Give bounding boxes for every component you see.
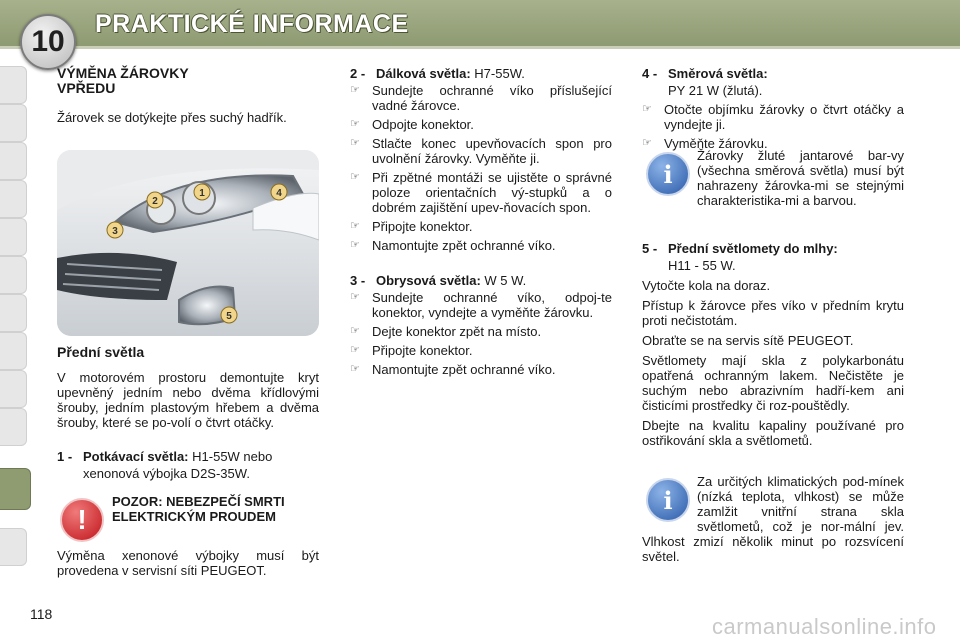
info-note-1-text: Žárovky žluté jantarové bar-vy (všechna směrová světla) musí být nahrazeny žárovka-mi se stejnými charakteristika-mi a barvou. xyxy=(697,148,904,208)
info-note-2-text: Za určitých klimatických pod-mínek (nízká teplota, vlhkost) se může zamlžit vnitřní strana skla světlometů, což je nor-mální jev. Vlhkost zmizí několik minut po rozsvícení světel. xyxy=(642,474,904,564)
step-text: Stlačte konec upevňovacích spon pro uvolnění žárovky. Vyměňte ji. xyxy=(372,136,612,166)
step-text: Při zpětné montáži se ujistěte o správné poloze orientačních vý-stupků a o dobrém zajištění upev-ňovacích spon. xyxy=(372,170,612,215)
hand-pointer-icon: ☞ xyxy=(350,363,360,375)
callout-3: 3 xyxy=(112,226,118,237)
section-heading-line2: VPŘEDU xyxy=(57,80,116,96)
step xyxy=(350,324,612,339)
front-lights-text: V motorovém prostoru demontujte kryt upevněný jedním nebo dvěma křídlovými šrouby, jedním plastovým hřebem a dvěma šrouby, které se po-volí o čtvrt otáčky. xyxy=(57,370,319,430)
step xyxy=(350,343,612,358)
warning-text: Výměna xenonové výbojky musí být provedena v servisní síti PEUGEOT. xyxy=(57,548,319,578)
item-1-label: Potkávací světla: xyxy=(83,449,189,464)
paragraph: Vytočte kola na doraz. xyxy=(642,278,771,293)
step xyxy=(642,102,904,132)
step-text: Připojte konektor. xyxy=(372,219,473,234)
step-text: Namontujte zpět ochranné víko. xyxy=(372,238,556,253)
step-text: Dejte konektor zpět na místo. xyxy=(372,324,542,339)
chapter-tab-strip xyxy=(0,66,30,576)
step-text: Vyměňte žárovku. xyxy=(664,136,768,151)
item-5-label: Přední světlomety do mlhy: xyxy=(668,241,838,256)
hand-pointer-icon: ☞ xyxy=(350,137,360,149)
info-note-1 xyxy=(642,148,904,208)
step xyxy=(350,238,612,253)
item-4-label: Směrová světla: xyxy=(668,66,768,81)
hand-pointer-icon: ☞ xyxy=(350,220,360,232)
left-column-top xyxy=(57,66,319,130)
front-lights-heading: Přední světla xyxy=(57,344,145,360)
chapter-tab[interactable] xyxy=(0,370,27,408)
info-note-2 xyxy=(642,474,904,564)
chapter-tab[interactable] xyxy=(0,528,27,566)
chapter-tab[interactable] xyxy=(0,142,27,180)
header-divider xyxy=(0,46,960,49)
page-title: PRAKTICKÉ INFORMACE xyxy=(95,10,409,38)
warning-title: POZOR: NEBEZPEČÍ SMRTI ELEKTRICKÝM PROUDEM xyxy=(112,494,285,524)
callout-5: 5 xyxy=(226,311,232,322)
section-heading xyxy=(57,66,319,96)
callout-1: 1 xyxy=(199,188,205,199)
chapter-tab[interactable] xyxy=(0,256,27,294)
item-1-value-cont: xenonová výbojka D2S-35W. xyxy=(83,466,250,481)
chapter-tab[interactable] xyxy=(0,218,27,256)
step xyxy=(350,219,612,234)
chapter-tab[interactable] xyxy=(0,332,27,370)
chapter-tab[interactable] xyxy=(0,104,27,142)
section-heading-line1: VÝMĚNA ŽÁROVKY xyxy=(57,65,189,81)
chapter-tab[interactable] xyxy=(0,180,27,218)
paragraph: Obraťte se na servis sítě PEUGEOT. xyxy=(642,333,854,348)
hand-pointer-icon: ☞ xyxy=(350,239,360,251)
step-text: Namontujte zpět ochranné víko. xyxy=(372,362,556,377)
item-2-value: H7-55W. xyxy=(474,66,525,81)
chapter-badge: 10 xyxy=(20,14,76,70)
right-column-top xyxy=(642,66,904,155)
hand-pointer-icon: ☞ xyxy=(642,137,652,149)
middle-column xyxy=(350,66,612,381)
item-3-number: 3 - xyxy=(350,273,366,288)
callout-2: 2 xyxy=(152,196,158,207)
item-5-number: 5 - xyxy=(642,241,658,256)
item-1-number: 1 - xyxy=(57,449,73,464)
paragraph: Dbejte na kvalitu kapaliny používané pro ostřikování skla a světlometů. xyxy=(642,418,904,448)
warning-icon: ! xyxy=(60,498,104,542)
hand-pointer-icon: ☞ xyxy=(350,118,360,130)
page-number: 118 xyxy=(30,606,53,622)
chapter-tab[interactable] xyxy=(0,408,27,446)
item-2 xyxy=(350,66,612,81)
paragraph: Přístup k žárovce přes víko v předním krytu proti nečistotám. xyxy=(642,298,904,328)
item-2-label: Dálková světla: xyxy=(376,66,471,81)
item-1-value: H1-55W nebo xyxy=(192,449,273,464)
item-5-value: H11 - 55 W. xyxy=(668,258,736,273)
item-2-number: 2 - xyxy=(350,66,366,81)
step xyxy=(350,362,612,377)
car-front-illustration xyxy=(57,150,319,336)
item-1 xyxy=(57,449,319,464)
step xyxy=(350,136,612,166)
icon-spacer xyxy=(642,474,697,524)
paragraph: Světlomety mají skla z polykarbonátu opatřená ochranným lakem. Nečistěte je suchým nebo abrazivním hadří-kem ani čisticími prostředky či roz-pouštědly. xyxy=(642,353,904,413)
hand-pointer-icon: ☞ xyxy=(350,344,360,356)
step-text: Otočte objímku žárovky o čtvrt otáčky a vyndejte ji. xyxy=(664,102,904,132)
item-2-steps xyxy=(350,83,612,253)
item-3-label: Obrysová světla: xyxy=(376,273,481,288)
step xyxy=(350,290,612,320)
info-icon: i xyxy=(646,478,690,522)
intro-text: Žárovek se dotýkejte přes suchý hadřík. xyxy=(57,110,287,125)
callout-4: 4 xyxy=(276,188,282,199)
step xyxy=(350,83,612,113)
step-text: Odpojte konektor. xyxy=(372,117,474,132)
hand-pointer-icon: ☞ xyxy=(350,171,360,183)
item-4-value: PY 21 W (žlutá). xyxy=(668,83,763,98)
icon-spacer xyxy=(642,148,697,198)
right-column-bottom xyxy=(642,241,904,453)
hand-pointer-icon: ☞ xyxy=(350,291,360,303)
item-3-steps xyxy=(350,290,612,377)
chapter-tab[interactable] xyxy=(0,294,27,332)
watermark: carmanualsonline.info xyxy=(712,614,937,639)
hand-pointer-icon: ☞ xyxy=(350,84,360,96)
item-3-value: W 5 W. xyxy=(484,273,527,288)
chapter-tab[interactable] xyxy=(0,66,27,104)
info-icon: i xyxy=(646,152,690,196)
item-5 xyxy=(642,241,904,256)
hand-pointer-icon: ☞ xyxy=(350,325,360,337)
step xyxy=(350,170,612,215)
step-text: Připojte konektor. xyxy=(372,343,473,358)
item-4 xyxy=(642,66,904,81)
hand-pointer-icon: ☞ xyxy=(642,103,652,115)
headlamp-photo xyxy=(57,150,319,336)
step-text: Sundejte ochranné víko, odpoj-te konektor, vyndejte a vyměňte žárovku. xyxy=(372,290,612,320)
step xyxy=(350,117,612,132)
step-text: Sundejte ochranné víko příslušející vadné žárovce. xyxy=(372,83,612,113)
chapter-tab-active[interactable] xyxy=(0,468,31,510)
item-4-number: 4 - xyxy=(642,66,658,81)
item-3 xyxy=(350,273,612,288)
left-column-bottom xyxy=(57,345,319,481)
